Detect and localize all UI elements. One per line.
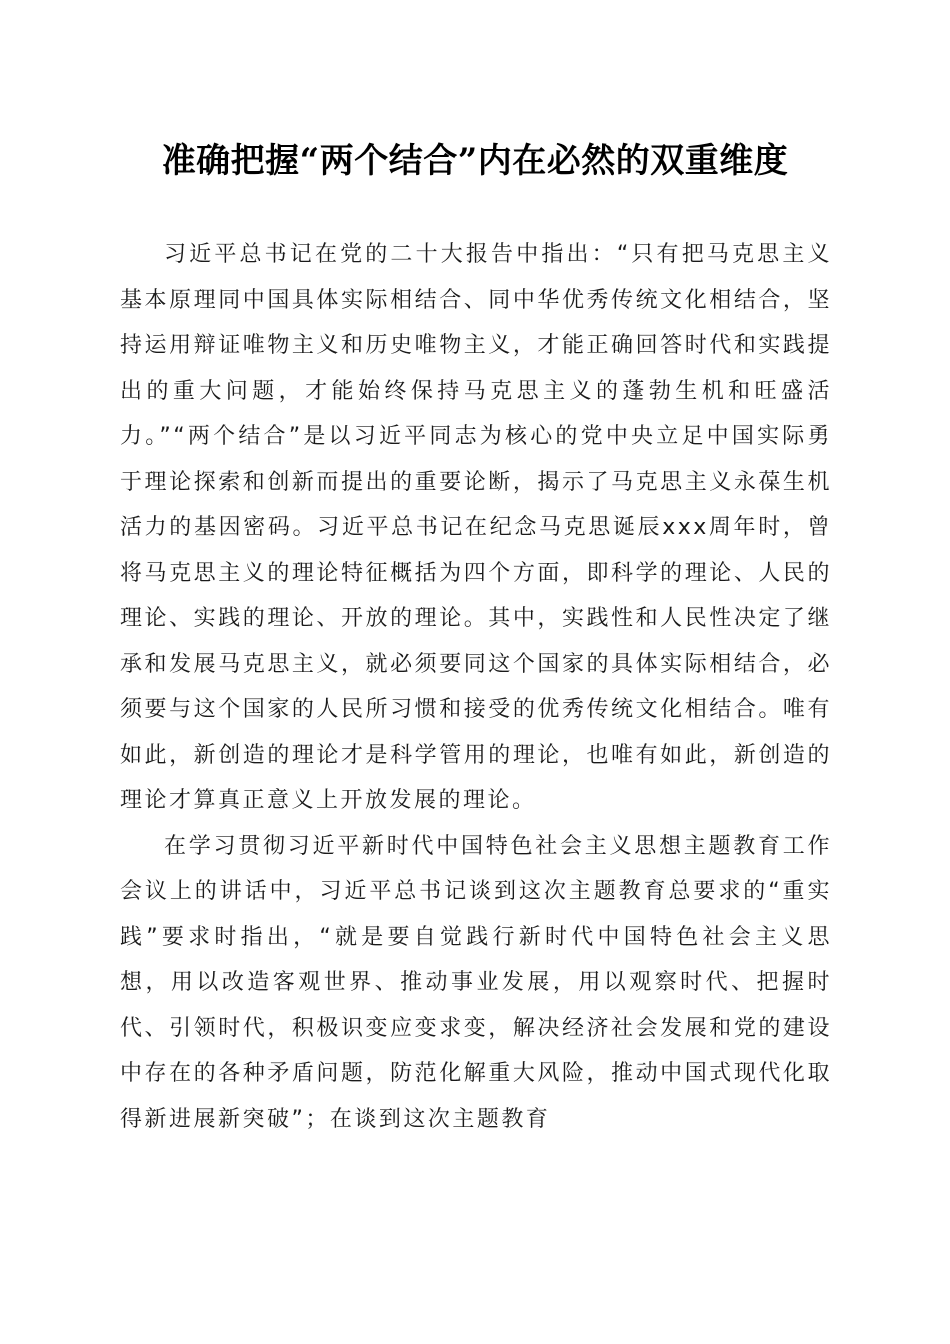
document-title: 准确把握“两个结合”内在必然的双重维度: [161, 141, 789, 181]
document-body: [120, 232, 832, 1142]
paragraph: 在学习贯彻习近平新时代中国特色社会主义思想主题教育工作会议上的讲话中，习近平总书记谈到这次主题教育总要求的“重实践”要求时指出，“就是要自觉践行新时代中国特色社会主义思想，用以改造客观世界、推动事业发展，用以观察时代、把握时代、引领时代，积极识变应变求变，解决经济社会发展和党的建设中存在的各种矛盾问题，防范化解重大风险，推动中国式现代化取得新进展新突破”；在谈到这次主题教育: [120, 833, 832, 1132]
paragraph: 习近平总书记在党的二十大报告中指出：“只有把马克思主义基本原理同中国具体实际相结合、同中华优秀传统文化相结合，坚持运用辩证唯物主义和历史唯物主义，才能正确回答时代和实践提出的重大问题，才能始终保持马克思主义的蓬勃生机和旺盛活力。”“两个结合”是以习近平同志为核心的党中央立足中国实际勇于理论探索和创新而提出的重要论断，揭示了马克思主义永葆生机活力的基因密码。习近平总书记在纪念马克思诞辰xxx周年时，曾将马克思主义的理论特征概括为四个方面，即科学的理论、人民的理论、实践的理论、开放的理论。其中，实践性和人民性决定了继承和发展马克思主义，就必须要同这个国家的具体实际相结合，必须要与这个国家的人民所习惯和接受的优秀传统文化相结合。唯有如此，新创造的理论才是科学管用的理论，也唯有如此，新创造的理论才算真正意义上开放发展的理论。: [120, 242, 832, 813]
